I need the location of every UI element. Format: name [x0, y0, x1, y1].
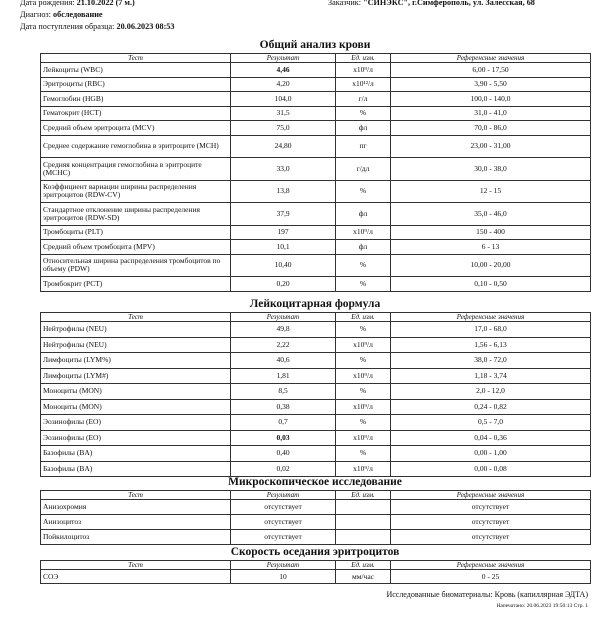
column-header-result: Результат	[231, 54, 336, 63]
table-row	[41, 180, 591, 203]
test-name: Пойкилоцитоз	[41, 530, 231, 545]
table-row	[41, 121, 591, 136]
test-name: Тромбоциты (PLT)	[41, 225, 231, 240]
column-header-test: Тест	[41, 313, 231, 322]
result-value: 4,20	[231, 77, 336, 92]
table-row	[41, 570, 591, 584]
result-value: отсутствует	[231, 500, 336, 515]
column-header-reference: Референсные значения	[391, 491, 591, 500]
unit: %	[336, 106, 391, 121]
result-value: 0,7	[231, 415, 336, 431]
unit: %	[336, 322, 391, 338]
reference-range: 3,90 - 5,50	[391, 77, 591, 92]
result-value: 197	[231, 225, 336, 240]
reference-range: 35,0 - 46,0	[391, 203, 591, 226]
table-row	[41, 77, 591, 92]
reference-range: 0,04 - 0,36	[391, 430, 591, 446]
test-name: Моноциты (MON)	[41, 384, 231, 400]
test-name: Анизохромия	[41, 500, 231, 515]
reference-range: 70,0 - 86,0	[391, 121, 591, 136]
result-value: 10	[231, 570, 336, 584]
reference-range: 31,0 - 41,0	[391, 106, 591, 121]
column-header-test: Тест	[41, 491, 231, 500]
test-name: Гемоглобин (HGB)	[41, 92, 231, 107]
unit: x10¹²/л	[336, 77, 391, 92]
column-header-unit: Ед. изм.	[336, 313, 391, 322]
header-row	[41, 491, 591, 500]
result-value: 0,40	[231, 446, 336, 462]
test-name: Базофилы (BA)	[41, 461, 231, 477]
sample-received-date: Дата поступления образца: 20.06.2023 08:53	[20, 22, 175, 31]
print-stamp: Напечатано: 20.06.2023 19:50:13 Стр. 1	[496, 603, 588, 609]
unit: %	[336, 180, 391, 203]
result-value: 4,46	[231, 63, 336, 78]
table-row	[41, 254, 591, 277]
reference-range: 0,00 - 1,00	[391, 446, 591, 462]
result-value: 0,03	[231, 430, 336, 446]
microscopy-table	[40, 490, 591, 545]
test-name: Средняя концентрация гемоглобина в эритроците (MCHC)	[41, 158, 231, 181]
result-value: 33,0	[231, 158, 336, 181]
table-row	[41, 430, 591, 446]
reference-range: 1,18 - 3,74	[391, 368, 591, 384]
header-row	[41, 54, 591, 63]
result-value: 75,0	[231, 121, 336, 136]
table-row	[41, 530, 591, 545]
result-value: 8,5	[231, 384, 336, 400]
header-row	[41, 561, 591, 570]
unit: фл	[336, 240, 391, 255]
result-value: 24,80	[231, 135, 336, 158]
result-value: 40,6	[231, 353, 336, 369]
test-name: Средний объем эритроцита (MCV)	[41, 121, 231, 136]
table-row	[41, 63, 591, 78]
reference-range: 1,56 - 6,13	[391, 337, 591, 353]
esr-table	[40, 560, 591, 584]
result-value: 0,02	[231, 461, 336, 477]
test-name: Гематокрит (HCT)	[41, 106, 231, 121]
result-value: 10,40	[231, 254, 336, 277]
unit: x10⁹/л	[336, 368, 391, 384]
test-name: Эозинофилы (EO)	[41, 430, 231, 446]
unit	[336, 530, 391, 545]
result-value: 2,22	[231, 337, 336, 353]
result-value: 1,81	[231, 368, 336, 384]
result-value: отсутствует	[231, 530, 336, 545]
table-row	[41, 446, 591, 462]
table-row	[41, 106, 591, 121]
leukocyte-formula-title: Лейкоцитарная формула	[249, 298, 381, 310]
unit: %	[336, 384, 391, 400]
unit: %	[336, 446, 391, 462]
column-header-test: Тест	[41, 54, 231, 63]
header-row	[41, 313, 591, 322]
test-name: Базофилы (BA)	[41, 446, 231, 462]
cbc-title: Общий анализ крови	[259, 39, 371, 51]
reference-range: отсутствует	[391, 500, 591, 515]
birth-date: Дата рождения: 21.10.2022 (7 м.)	[20, 0, 135, 7]
reference-range: 30,0 - 38,0	[391, 158, 591, 181]
table-row	[41, 135, 591, 158]
leukocyte-formula-table	[40, 312, 591, 477]
column-header-reference: Референсные значения	[391, 313, 591, 322]
biomaterial-note: Исследованные биоматериалы: Кровь (капиллярная ЭДТА)	[386, 590, 588, 599]
esr-title: Скорость оседания эритроцитов	[230, 546, 400, 558]
reference-range: 10,00 - 20,00	[391, 254, 591, 277]
column-header-result: Результат	[231, 561, 336, 570]
reference-range: 150 - 400	[391, 225, 591, 240]
test-name: Эозинофилы (EO)	[41, 415, 231, 431]
microscopy-title: Микроскопическое исследование	[228, 476, 402, 488]
reference-range: 17,0 - 68,0	[391, 322, 591, 338]
column-header-unit: Ед. изм.	[336, 54, 391, 63]
reference-range: 0,10 - 0,50	[391, 277, 591, 292]
table-row	[41, 322, 591, 338]
test-name: Лимфоциты (LYM#)	[41, 368, 231, 384]
result-value: 31,5	[231, 106, 336, 121]
unit: x10⁹/л	[336, 337, 391, 353]
diagnosis: Диагноз: обследование	[20, 10, 103, 19]
result-value: 10,1	[231, 240, 336, 255]
table-row	[41, 158, 591, 181]
table-row	[41, 384, 591, 400]
result-value: 104,0	[231, 92, 336, 107]
test-name: Относительная ширина распределения тромбоцитов по объему (PDW)	[41, 254, 231, 277]
unit: %	[336, 415, 391, 431]
test-name: Стандартное отклонение ширины распределения эритроцитов (RDW-SD)	[41, 203, 231, 226]
unit	[336, 515, 391, 530]
result-value: отсутствует	[231, 515, 336, 530]
result-value: 0,38	[231, 399, 336, 415]
unit: г/дл	[336, 158, 391, 181]
reference-range: 12 - 15	[391, 180, 591, 203]
unit: x10⁹/л	[336, 430, 391, 446]
table-row	[41, 277, 591, 292]
column-header-reference: Референсные значения	[391, 561, 591, 570]
table-row	[41, 225, 591, 240]
test-name: Анизоцитоз	[41, 515, 231, 530]
test-name: Моноциты (MON)	[41, 399, 231, 415]
test-name: Нейтрофилы (NEU)	[41, 337, 231, 353]
unit: мм/час	[336, 570, 391, 584]
table-row	[41, 203, 591, 226]
unit: x10⁹/л	[336, 63, 391, 78]
reference-range: 2,0 - 12,0	[391, 384, 591, 400]
table-row	[41, 368, 591, 384]
reference-range: отсутствует	[391, 530, 591, 545]
cbc-table	[40, 53, 591, 292]
customer: Заказчик: "СИНЭКС", г.Симферополь, ул. Залесская, 68	[328, 0, 535, 7]
unit: фл	[336, 121, 391, 136]
table-row	[41, 461, 591, 477]
table-row	[41, 240, 591, 255]
table-row	[41, 92, 591, 107]
test-name: Среднее содержание гемоглобина в эритроците (MCH)	[41, 135, 231, 158]
column-header-result: Результат	[231, 491, 336, 500]
test-name: Коэффициент вариации ширины распределения эритроцитов (RDW-CV)	[41, 180, 231, 203]
unit: фл	[336, 203, 391, 226]
table-row	[41, 399, 591, 415]
test-name: Нейтрофилы (NEU)	[41, 322, 231, 338]
unit: x10⁹/л	[336, 225, 391, 240]
test-name: СОЭ	[41, 570, 231, 584]
test-name: Лимфоциты (LYM%)	[41, 353, 231, 369]
table-row	[41, 415, 591, 431]
unit: г/л	[336, 92, 391, 107]
reference-range: 0,5 - 7,0	[391, 415, 591, 431]
reference-range: 0,00 - 0,08	[391, 461, 591, 477]
column-header-reference: Референсные значения	[391, 54, 591, 63]
reference-range: 6 - 13	[391, 240, 591, 255]
column-header-unit: Ед. изм.	[336, 491, 391, 500]
table-row	[41, 353, 591, 369]
result-value: 37,9	[231, 203, 336, 226]
column-header-test: Тест	[41, 561, 231, 570]
unit	[336, 500, 391, 515]
unit: %	[336, 254, 391, 277]
result-value: 49,8	[231, 322, 336, 338]
test-name: Тромбокрит (PCT)	[41, 277, 231, 292]
reference-range: 23,00 - 31,00	[391, 135, 591, 158]
reference-range: отсутствует	[391, 515, 591, 530]
unit: %	[336, 353, 391, 369]
column-header-unit: Ед. изм.	[336, 561, 391, 570]
result-value: 13,8	[231, 180, 336, 203]
reference-range: 38,0 - 72,0	[391, 353, 591, 369]
reference-range: 100,0 - 140,0	[391, 92, 591, 107]
test-name: Эритроциты (RBC)	[41, 77, 231, 92]
column-header-result: Результат	[231, 313, 336, 322]
unit: %	[336, 277, 391, 292]
test-name: Лейкоциты (WBC)	[41, 63, 231, 78]
table-row	[41, 515, 591, 530]
reference-range: 0,24 - 0,82	[391, 399, 591, 415]
unit: x10⁹/л	[336, 399, 391, 415]
table-row	[41, 337, 591, 353]
unit: пг	[336, 135, 391, 158]
unit: x10⁹/л	[336, 461, 391, 477]
reference-range: 0 - 25	[391, 570, 591, 584]
table-row	[41, 500, 591, 515]
reference-range: 6,00 - 17,50	[391, 63, 591, 78]
result-value: 0,20	[231, 277, 336, 292]
test-name: Средний объем тромбоцита (MPV)	[41, 240, 231, 255]
